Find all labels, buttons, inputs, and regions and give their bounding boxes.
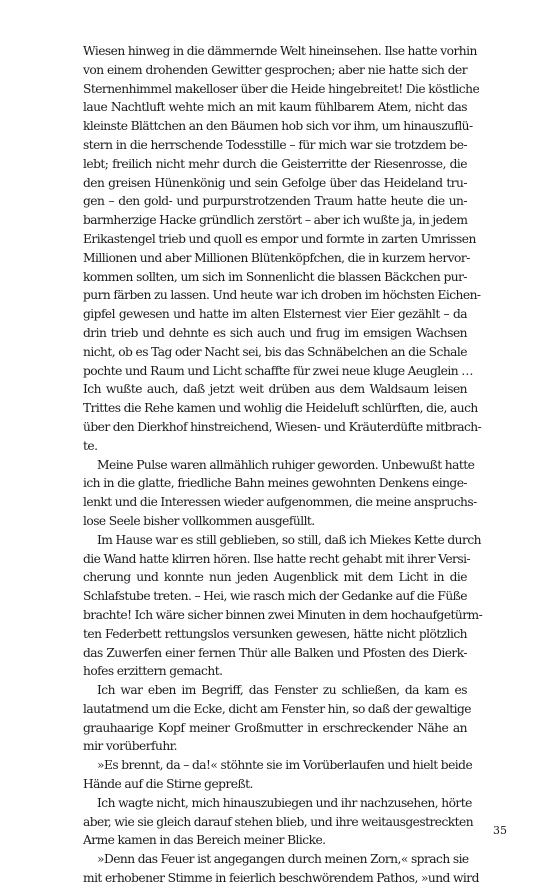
text-line: Millionen und aber Millionen Blütenköpfchen, die in kurzem hervor- bbox=[83, 250, 470, 265]
text-line: brachte! Ich wäre sicher binnen zwei Minuten in dem hochaufgetürm- bbox=[83, 607, 483, 622]
text-line: Ich wußte auch, daß jetzt weit drüben aus dem Waldsaum leisen bbox=[83, 382, 467, 397]
text-line: lenkt und die Interessen wieder aufgenommen, die meine anspruchs- bbox=[83, 495, 477, 510]
text-line: die Wand hatte klirren hören. Ilse hatte recht gehabt mit ihrer Versi- bbox=[83, 551, 471, 566]
text-line: Trittes die Rehe kamen und wohlig die Heideluft schlürften, die, auch bbox=[83, 401, 478, 416]
text-line: mir vorüberfuhr. bbox=[83, 739, 177, 754]
text-line: stern in die herrschende Todesstille – für mich war sie trotzdem be- bbox=[83, 137, 467, 152]
text-line: Wiesen hinweg in die dämmernde Welt hineinsehen. Ilse hatte vorhin bbox=[83, 44, 477, 58]
text-line: Ich wagte nicht, mich hinauszubiegen und ihr nachzusehen, hörte bbox=[97, 795, 472, 810]
paragraph-6 bbox=[83, 794, 474, 850]
text-line: von einem drohenden Gewitter gesprochen; aber nie hatte sich der bbox=[83, 62, 467, 77]
text-line: ich in die glatte, friedliche Bahn meines gewohnten Denkens einge- bbox=[83, 476, 467, 491]
text-line: gen – den gold- und purpurstrotzenden Traum hatte heute die un- bbox=[83, 194, 467, 209]
text-line: Im Hause war es still geblieben, so still, daß ich Miekes Kette durch bbox=[97, 532, 481, 547]
page-number: 35 bbox=[493, 824, 507, 837]
text-line: lautatmend um die Ecke, dicht am Fenster hin, so daß der gewaltige bbox=[83, 701, 471, 716]
text-line: über den Dierkhof hinstreichend, Wiesen- und Kräuterdüfte mitbrach- bbox=[83, 419, 482, 434]
text-line: Sternenhimmel makelloser über die Heide hingebreitet! Die köstliche bbox=[83, 81, 480, 96]
text-line: Hände auf die Stirne gepreßt. bbox=[83, 777, 253, 792]
body-text bbox=[83, 42, 483, 888]
text-line: ten Federbett rettungslos versunken gewesen, hätte nicht plötzlich bbox=[83, 626, 467, 641]
text-line: cherung und konnte nun jeden Augenblick mit dem Licht in die bbox=[83, 570, 467, 585]
text-line: kleinste Blättchen an den Bäumen hob sich vor ihm, um hinauszuflü- bbox=[83, 119, 473, 134]
text-line: aber, wie sie gleich darauf stehen blieb, und ihre weitausgestreckten bbox=[83, 814, 474, 829]
text-line: Erikastengel trieb und quoll es empor und formte in zarten Umrissen bbox=[83, 231, 476, 246]
text-line: Ich war eben im Begriff, das Fenster zu schließen, da kam es bbox=[97, 683, 467, 698]
text-line: Meine Pulse waren allmählich ruhiger geworden. Unbewußt hatte bbox=[97, 457, 475, 472]
text-line: lebt; freilich nicht mehr durch die Geisterritte der Riesenrosse, die bbox=[83, 156, 467, 171]
text-line: den greisen Hünenkönig und sein Gefolge über das Heideland tru- bbox=[83, 175, 467, 190]
text-line: laue Nachtluft wehte mich an mit kaum fühlbarem Atem, nicht das bbox=[83, 100, 467, 115]
paragraph-3 bbox=[83, 531, 483, 681]
paragraph-7 bbox=[83, 850, 479, 888]
text-line: barmherzige Hacke gründlich zerstört – aber ich wußte ja, in jedem bbox=[83, 213, 468, 228]
text-line: das Zuwerfen einer fernen Thür alle Balken und Pfosten des Dierk- bbox=[83, 645, 467, 660]
text-line: nicht, ob es Tag oder Nacht sei, bis das Schnäbelchen an die Schale bbox=[83, 344, 467, 359]
text-line: gipfel gewesen und hatte im alten Elsternest vier Eier gezählt – da bbox=[83, 307, 467, 322]
text-line: te. bbox=[83, 438, 98, 453]
text-line: »Denn das Feuer ist angegangen durch meinen Zorn,« sprach sie bbox=[97, 852, 469, 867]
text-line: lose Seele bisher vollkommen ausgefüllt. bbox=[83, 513, 315, 528]
text-line: pochte und Raum und Licht schaffte für zwei neue kluge Aeuglein … bbox=[83, 363, 473, 378]
text-line: Arme kamen in das Bereich meiner Blicke. bbox=[83, 833, 326, 848]
text-line: hofes erzittern gemacht. bbox=[83, 664, 223, 679]
text-line: »Es brennt, da – da!« stöhnte sie im Vorüberlaufen und hielt beide bbox=[97, 758, 473, 773]
paragraph-1 bbox=[83, 42, 482, 456]
paragraph-5 bbox=[83, 756, 473, 794]
paragraph-2 bbox=[83, 456, 477, 531]
text-line: kommen sollten, um sich im Sonnenlicht die blassen Bäckchen pur- bbox=[83, 269, 467, 284]
text-line: grauhaarige Kopf meiner Großmutter in erschreckender Nähe an bbox=[83, 720, 467, 735]
text-line: mit erhobener Stimme in feierlich beschwörendem Pathos, »und wird bbox=[83, 871, 479, 886]
text-line: purn färben zu lassen. Und heute war ich droben im höchsten Eichen- bbox=[83, 288, 481, 303]
text-line: drin trieb und dehnte es sich auch und frug im emsigen Wachsen bbox=[83, 325, 467, 340]
text-line: Schlafstube treten. – Hei, wie rasch mich der Gedanke auf die Füße bbox=[83, 589, 467, 604]
paragraph-4 bbox=[83, 681, 471, 756]
